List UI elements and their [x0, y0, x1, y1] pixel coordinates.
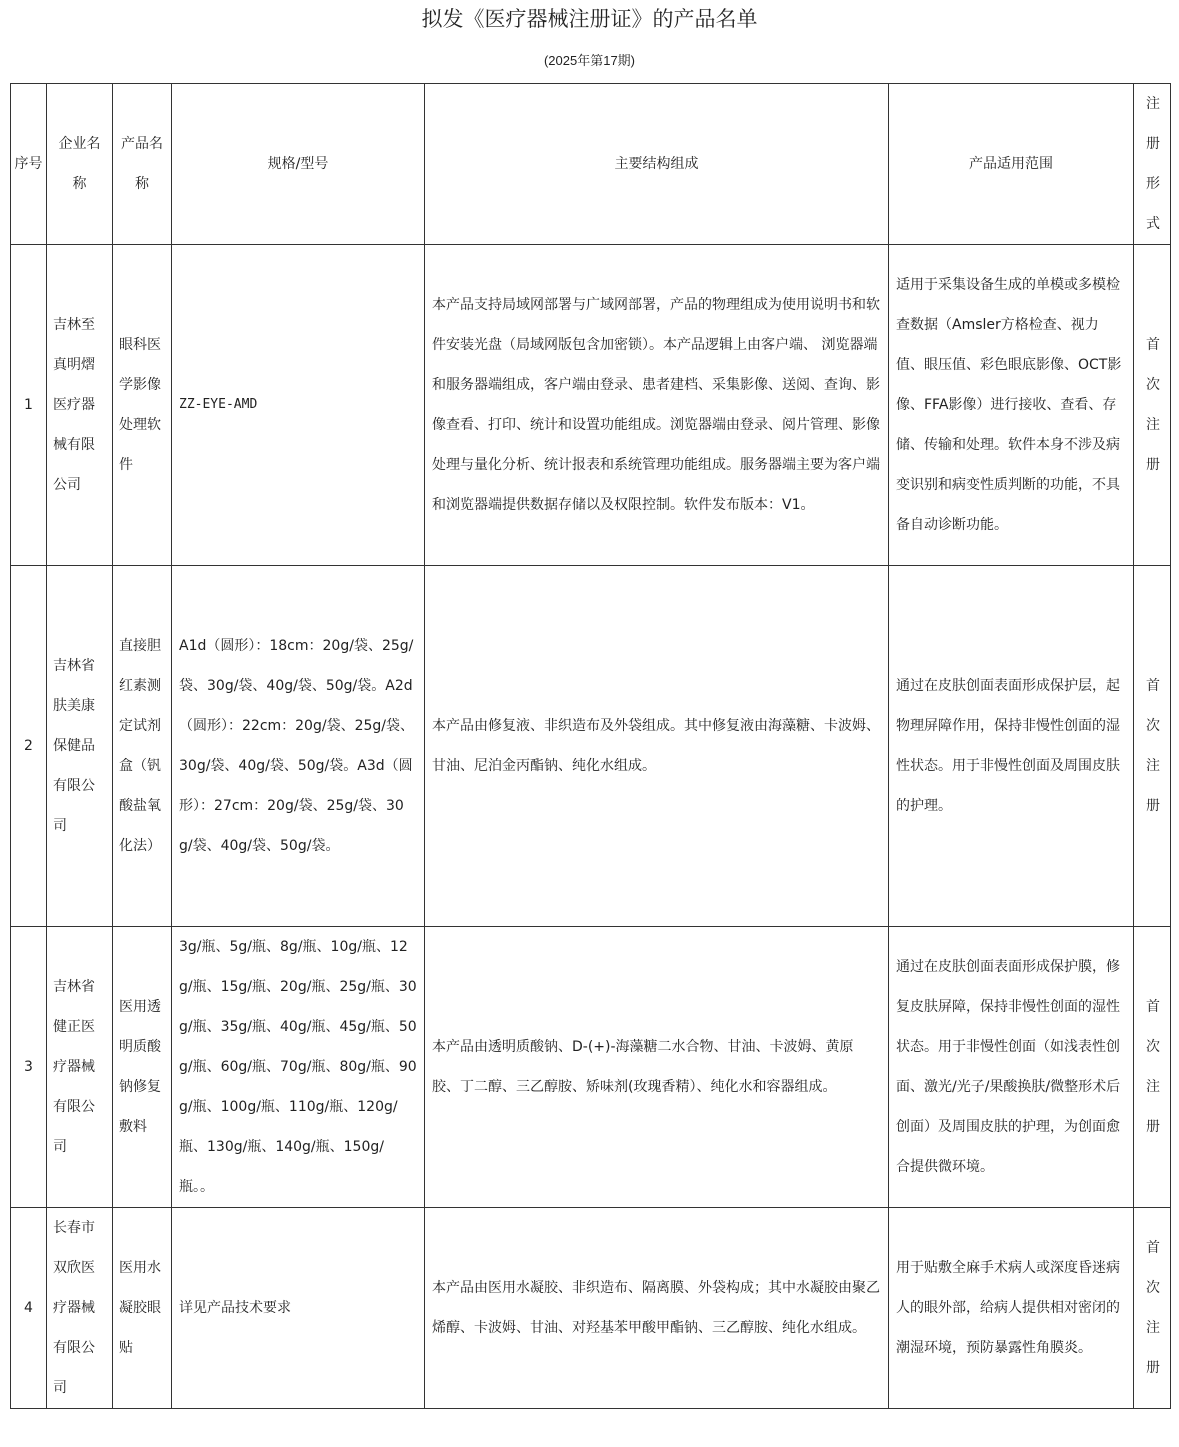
header-structure: 主要结构组成 [425, 84, 889, 245]
table-row [11, 1208, 1171, 1409]
spec-model: ZZ-EYE-AMD [172, 245, 425, 566]
table-row [11, 245, 1171, 566]
header-form: 注册形式 [1134, 84, 1171, 245]
table-row [11, 927, 1171, 1208]
header-company: 企业名称 [47, 84, 113, 245]
main-structure: 本产品由透明质酸钠、D-(+)-海藻糖二水合物、甘油、卡波姆、黄原胶、丁二醇、三乙醇胺、矫味剂(玫瑰香精）、纯化水和容器组成。 [425, 927, 889, 1208]
header-spec: 规格/型号 [172, 84, 425, 245]
main-structure: 本产品由修复液、非织造布及外袋组成。其中修复液由海藻糖、卡波姆、甘油、尼泊金丙酯钠、纯化水组成。 [425, 566, 889, 927]
scope-of-use: 通过在皮肤创面表面形成保护膜，修复皮肤屏障，保持非慢性创面的湿性状态。用于非慢性创面（如浅表性创面、激光/光子/果酸换肤/微整形术后创面）及周围皮肤的护理，为创面愈合提供微环境。 [889, 927, 1134, 1208]
registration-form: 首次注册 [1134, 245, 1171, 566]
main-structure: 本产品支持局域网部署与广域网部署，产品的物理组成为使用说明书和软件安装光盘（局域网版包含加密锁）。本产品逻辑上由客户端、 浏览器端和服务器端组成，客户端由登录、患者建档、采集影像、送阅、查询、影像查看、打印、统计和设置功能组成。浏览器端由登录、阅片管理、影像处理与量化分析、统计报表和系统管理功能组成。服务器端主要为客户端和浏览器端提供数据存储以及权限控制。软件发布版本：V1。 [425, 245, 889, 566]
company-name: 长春市双欣医疗器械有限公司 [47, 1208, 113, 1409]
header-product: 产品名称 [113, 84, 172, 245]
product-name: 医用水凝胶眼贴 [113, 1208, 172, 1409]
product-name: 直接胆红素测定试剂盒（钒酸盐氧化法） [113, 566, 172, 927]
product-name: 眼科医学影像处理软件 [113, 245, 172, 566]
registration-form: 首次注册 [1134, 1208, 1171, 1409]
row-index: 1 [11, 245, 47, 566]
table-row [11, 566, 1171, 927]
page-title: 拟发《医疗器械注册证》的产品名单 [421, 7, 758, 31]
registration-form: 首次注册 [1134, 927, 1171, 1208]
spec-model: 3g/瓶、5g/瓶、8g/瓶、10g/瓶、12g/瓶、15g/瓶、20g/瓶、25g/瓶、30g/瓶、35g/瓶、40g/瓶、45g/瓶、50g/瓶、60g/瓶、70g/瓶、80g/瓶、90g/瓶、100g/瓶、110g/瓶、120g/瓶、130g/瓶、140g/瓶、150g/瓶。。 [172, 927, 425, 1208]
registration-form: 首次注册 [1134, 566, 1171, 927]
product-name: 医用透明质酸钠修复敷料 [113, 927, 172, 1208]
company-name: 吉林至真明熠医疗器械有限公司 [47, 245, 113, 566]
product-list-table [10, 83, 1171, 1409]
row-index: 2 [11, 566, 47, 927]
scope-of-use: 通过在皮肤创面表面形成保护层，起物理屏障作用，保持非慢性创面的湿性状态。用于非慢性创面及周围皮肤的护理。 [889, 566, 1134, 927]
scope-of-use: 适用于采集设备生成的单模或多模检查数据（Amsler方格检查、视力值、眼压值、彩色眼底影像、OCT影像、FFA影像）进行接收、查看、存储、传输和处理。软件本身不涉及病变识别和病变性质判断的功能，不具备自动诊断功能。 [889, 245, 1134, 566]
row-index: 3 [11, 927, 47, 1208]
spec-model: 详见产品技术要求 [172, 1208, 425, 1409]
company-name: 吉林省健正医疗器械有限公司 [47, 927, 113, 1208]
company-name: 吉林省肤美康保健品有限公司 [47, 566, 113, 927]
header-scope: 产品适用范围 [889, 84, 1134, 245]
scope-of-use: 用于贴敷全麻手术病人或深度昏迷病人的眼外部，给病人提供相对密闭的潮湿环境，预防暴露性角膜炎。 [889, 1208, 1134, 1409]
row-index: 4 [11, 1208, 47, 1409]
issue-number: (2025年第17期) [543, 53, 636, 68]
header-row [11, 84, 1171, 245]
main-structure: 本产品由医用水凝胶、非织造布、隔离膜、外袋构成；其中水凝胶由聚乙烯醇、卡波姆、甘油、对羟基苯甲酸甲酯钠、三乙醇胺、纯化水组成。 [425, 1208, 889, 1409]
spec-model: A1d（圆形）：18cm：20g/袋、25g/袋、30g/袋、40g/袋、50g/袋。A2d（圆形）：22cm：20g/袋、25g/袋、30g/袋、40g/袋、50g/袋。A3d（圆形）：27cm：20g/袋、25g/袋、30g/袋、40g/袋、50g/袋。 [172, 566, 425, 927]
header-index: 序号 [11, 84, 47, 245]
